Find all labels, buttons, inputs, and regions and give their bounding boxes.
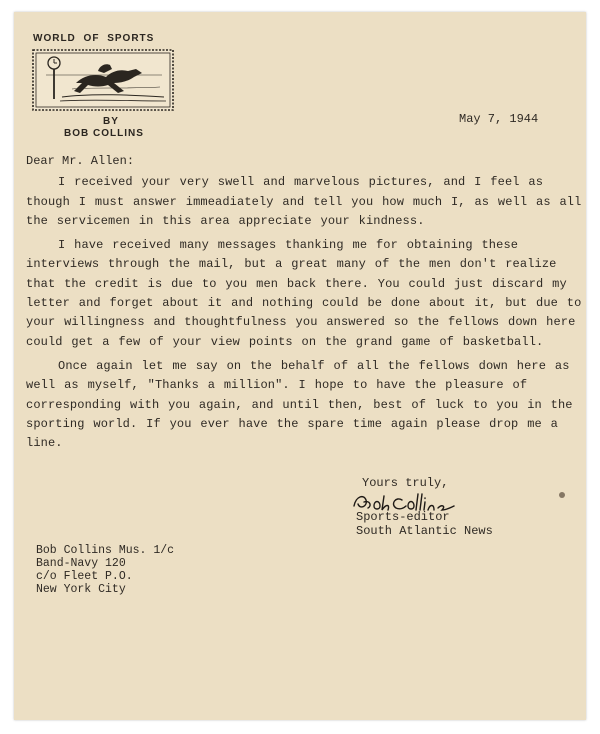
closing: Yours truly, [362, 476, 449, 490]
signature-title: Sports-editor [356, 510, 450, 524]
signature-block [356, 510, 493, 538]
paragraph-1: I received your very swell and marvelous pictures, and I feel as though I must answer immeadiately and tell you how much I, as well as all the servicemen in this area appreciate your kindness. [26, 175, 582, 228]
signature-org: South Atlantic News [356, 524, 493, 538]
paragraph-3: Once again let me say on the behalf of all the fellows down here as well as myself, "Thanks a million". I hope to have the pleasure of corresponding with you again, and until then, best of luck to you in the sporting world. If you ever have the spare time again please drop me a line. [26, 358, 573, 451]
sender-line-1: Bob Collins Mus. 1/c [36, 544, 175, 557]
paragraph-2: I have received many messages thanking me for obtaining these interviews through the mail, but a great many of the men don't realize that the credit is due to you men back there. You could just discard my letter and forget about it and nothing could be done about it, but due to your willingness and thoughtfulness you answered so the fellows down here could get a few of your view points on the grand game of basketball. [26, 238, 582, 349]
letter-body [26, 152, 586, 458]
ink-spot [559, 492, 565, 498]
sender-line-2: Band-Navy 120 [36, 557, 126, 570]
racehorse-illustration [32, 49, 174, 111]
letter-date: May 7, 1944 [459, 112, 539, 126]
sender-line-3: c/o Fleet P.O. [36, 570, 133, 583]
sender-address [36, 544, 174, 596]
sender-line-4: New York City [36, 583, 126, 596]
masthead-by: BY [103, 116, 119, 127]
masthead-title: WORLD OF SPORTS [33, 33, 155, 44]
salutation: Dear Mr. Allen: [26, 154, 135, 168]
masthead-name: BOB COLLINS [64, 128, 144, 139]
letter-paper [14, 12, 586, 720]
